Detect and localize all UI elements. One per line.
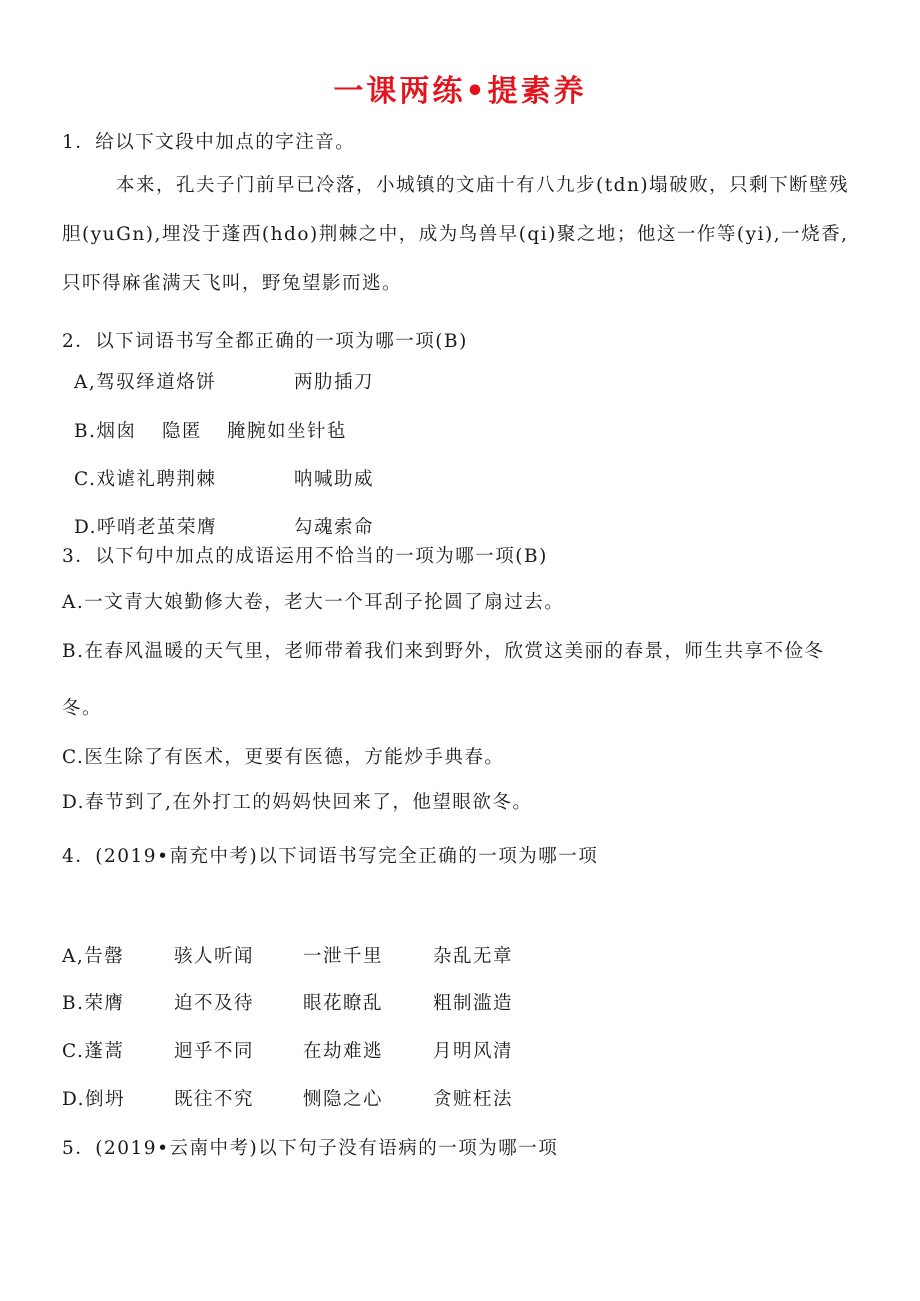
question-4-option-a-word: 杂乱无章	[433, 946, 514, 967]
question-2-option-c: C.戏谑礼聘荆棘	[74, 469, 217, 490]
question-1-stem: 1．给以下文段中加点的字注音。	[62, 132, 356, 153]
question-3-option-b-continued: 冬。	[62, 698, 103, 719]
question-4-option-c: C.蓬蒿	[62, 1041, 125, 1062]
question-3-option-a: A.一文青大娘勤修大卷，老大一个耳刮子抡圆了扇过去。	[62, 592, 565, 613]
question-3-option-c: C.医生除了有医术，更要有医德，方能炒手典春。	[62, 747, 505, 768]
question-4-option-d-word: 恻隐之心	[303, 1089, 384, 1110]
question-1-passage-line: 胆(yuGn),埋没于蓬西(hdo)荆棘之中，成为鸟兽早(qi)聚之地；他这一作等(yi),一烧香,	[62, 224, 849, 245]
question-2-option-a: A,驾驭绎道烙饼	[74, 372, 217, 393]
question-2-stem: 2．以下词语书写全都正确的一项为哪一项(B)	[62, 331, 468, 352]
question-1-passage-line: 只吓得麻雀满天飞叫，野兔望影而逃。	[62, 273, 403, 294]
question-2-option-b-part: 腌腕如坐针毡	[227, 421, 348, 442]
question-2-option-d-part: 勾魂索命	[294, 517, 375, 538]
question-5-stem: 5．(2019•云南中考)以下句子没有语病的一项为哪一项	[62, 1138, 559, 1159]
question-4-option-b: B.荣膺	[62, 993, 125, 1014]
question-2-option-c-part: 呐喊助威	[294, 469, 375, 490]
question-2-option-b: B.烟囱	[74, 421, 137, 442]
question-4-option-c-word: 月明风清	[433, 1041, 514, 1062]
question-3-stem: 3．以下句中加点的成语运用不恰当的一项为哪一项(B)	[62, 546, 548, 567]
question-4-option-a-word: 一泄千里	[303, 946, 384, 967]
question-4-option-b-word: 迫不及待	[174, 993, 255, 1014]
question-2-option-b-part: 隐匿	[162, 421, 203, 442]
question-4-option-b-word: 粗制滥造	[433, 993, 514, 1014]
question-4-stem: 4．(2019•南充中考)以下词语书写完全正确的一项为哪一项	[62, 846, 599, 867]
question-4-option-c-word: 迥乎不同	[174, 1041, 255, 1062]
question-1-passage-line: 本来，孔夫子门前早已冷落，小城镇的文庙十有八九步(tdn)塌破败，只剩下断壁残	[116, 175, 850, 196]
question-3-option-d: D.春节到了,在外打工的妈妈快回来了，他望眼欲冬。	[62, 792, 533, 813]
question-4-option-b-word: 眼花瞭乱	[303, 993, 384, 1014]
page-title: 一课两练•提素养	[333, 74, 587, 109]
question-3-option-b: B.在春风温暖的天气里，老师带着我们来到野外，欣赏这美丽的春景，师生共享不俭冬	[62, 641, 825, 662]
question-4-option-d-word: 既往不究	[174, 1089, 255, 1110]
question-4-option-a: A,告罄	[62, 946, 125, 967]
question-2-option-d: D.呼哨老茧荣膺	[74, 517, 218, 538]
question-4-option-c-word: 在劫难逃	[303, 1041, 384, 1062]
question-2-option-a-part: 两肋插刀	[294, 372, 375, 393]
question-4-option-d: D.倒坍	[62, 1089, 126, 1110]
question-4-option-a-word: 骇人听闻	[174, 946, 255, 967]
question-4-option-d-word: 贪赃枉法	[433, 1089, 514, 1110]
